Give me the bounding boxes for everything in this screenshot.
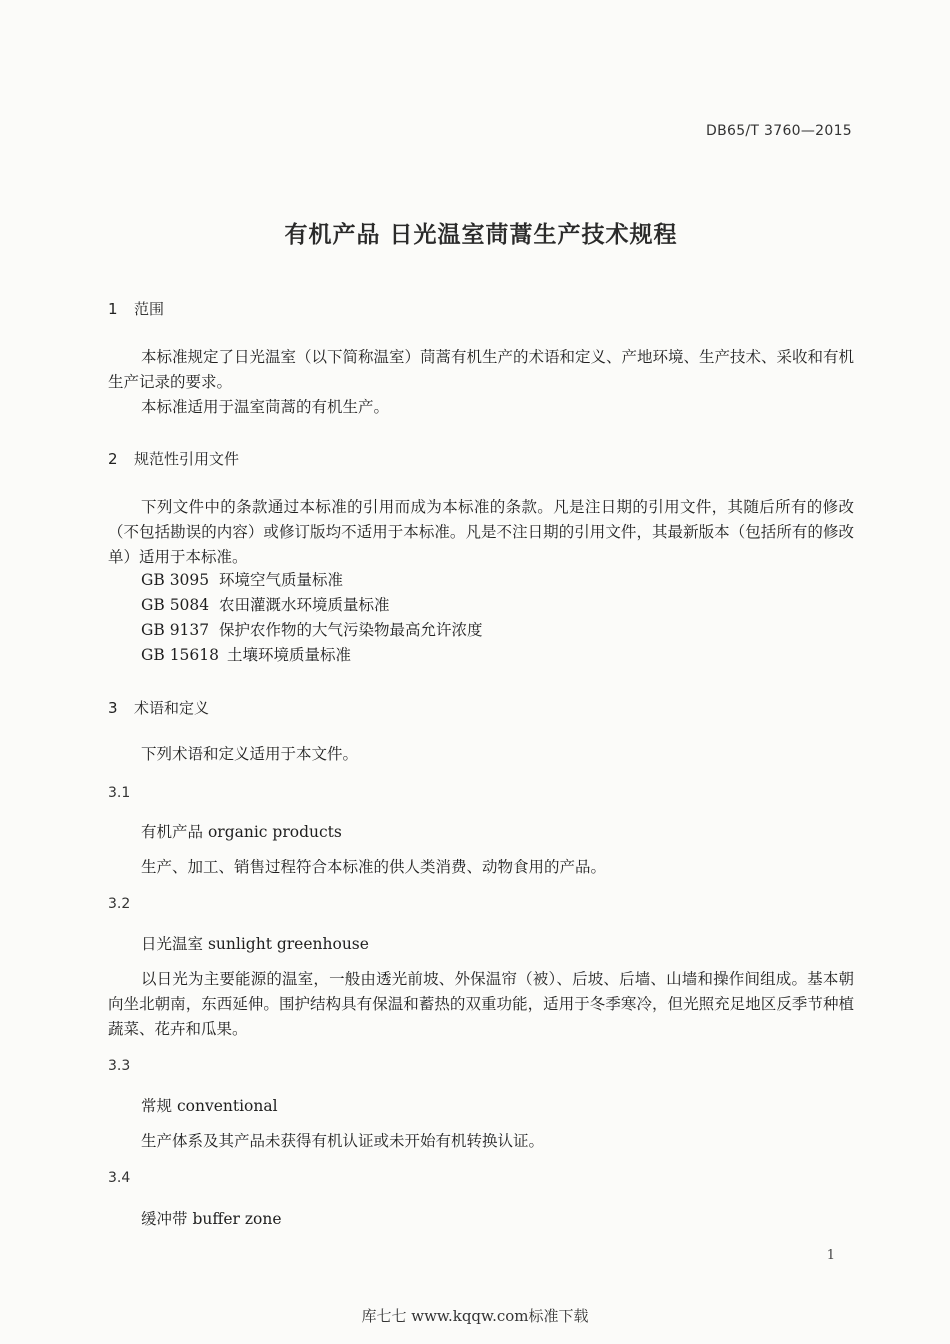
clause-number: 3.2 xyxy=(108,896,131,912)
terms-intro: 下列术语和定义适用于本文件。 xyxy=(141,745,359,763)
section-title: 术语和定义 xyxy=(134,699,210,717)
section-title: 规范性引用文件 xyxy=(134,450,240,468)
term-entry xyxy=(141,932,369,954)
section-heading-terms xyxy=(108,697,209,718)
term-chinese: 常规 xyxy=(141,1097,173,1115)
reference-name: 保护农作物的大气污染物最高允许浓度 xyxy=(219,621,483,639)
term-entry xyxy=(141,820,342,842)
term-chinese: 缓冲带 xyxy=(141,1210,188,1228)
term-english: buffer zone xyxy=(192,1210,282,1228)
term-english: conventional xyxy=(176,1097,278,1115)
reference-code: GB 5084 xyxy=(141,596,210,614)
reference-name: 环境空气质量标准 xyxy=(219,571,344,589)
clause-number: 3.4 xyxy=(108,1170,131,1186)
term-chinese: 日光温室 xyxy=(141,935,204,953)
section-heading-scope xyxy=(108,298,164,319)
document-title: 有机产品 日光温室茼蒿生产技术规程 xyxy=(284,222,678,248)
reference-item xyxy=(141,593,390,618)
clause-number: 3.1 xyxy=(108,785,131,801)
reference-code: GB 15618 xyxy=(141,646,220,664)
reference-item xyxy=(141,618,483,643)
page-number: 1 xyxy=(826,1248,835,1263)
term-entry xyxy=(141,1207,282,1229)
reference-code: GB 9137 xyxy=(141,621,210,639)
standard-code: DB65/T 3760—2015 xyxy=(706,123,852,139)
footer-watermark-text: 库七七 www.kqqw.com标准下载 xyxy=(361,1307,589,1325)
reference-item xyxy=(141,568,343,593)
reference-code: GB 3095 xyxy=(141,571,210,589)
scope-paragraph: 本标准适用于温室茼蒿的有机生产。 xyxy=(141,398,390,416)
section-number: 1 xyxy=(108,300,118,318)
term-definition: 生产体系及其产品未获得有机认证或未开始有机转换认证。 xyxy=(141,1132,545,1150)
term-definition: 生产、加工、销售过程符合本标准的供人类消费、动物食用的产品。 xyxy=(141,858,607,876)
references-intro: 下列文件中的条款通过本标准的引用而成为本标准的条款。凡是注日期的引用文件，其随后所有的修改（不包括勘误的内容）或修订版均不适用于本标准。凡是不注日期的引用文件，其最新版本（包括所有的修改单）适用于本标准。 xyxy=(108,498,854,566)
reference-item xyxy=(141,643,351,668)
section-title: 范围 xyxy=(134,300,165,318)
clause-number: 3.3 xyxy=(108,1058,131,1074)
reference-name: 土壤环境质量标准 xyxy=(227,646,352,664)
section-number: 2 xyxy=(108,450,118,468)
scope-paragraph: 本标准规定了日光温室（以下简称温室）茼蒿有机生产的术语和定义、产地环境、生产技术、采收和有机生产记录的要求。 xyxy=(108,348,855,391)
section-number: 3 xyxy=(108,699,118,717)
reference-name: 农田灌溉水环境质量标准 xyxy=(219,596,390,614)
term-english: organic products xyxy=(207,823,342,841)
term-english: sunlight greenhouse xyxy=(207,935,369,953)
term-entry xyxy=(141,1094,278,1116)
term-chinese: 有机产品 xyxy=(141,823,204,841)
section-heading-normative-references xyxy=(108,448,239,469)
term-definition: 以日光为主要能源的温室，一般由透光前坡、外保温帘（被）、后坡、后墙、山墙和操作间组成。基本朝向坐北朝南，东西延伸。围护结构具有保温和蓄热的双重功能，适用于冬季寒冷，但光照充足地区反季节种植蔬菜、花卉和瓜果。 xyxy=(108,970,854,1038)
